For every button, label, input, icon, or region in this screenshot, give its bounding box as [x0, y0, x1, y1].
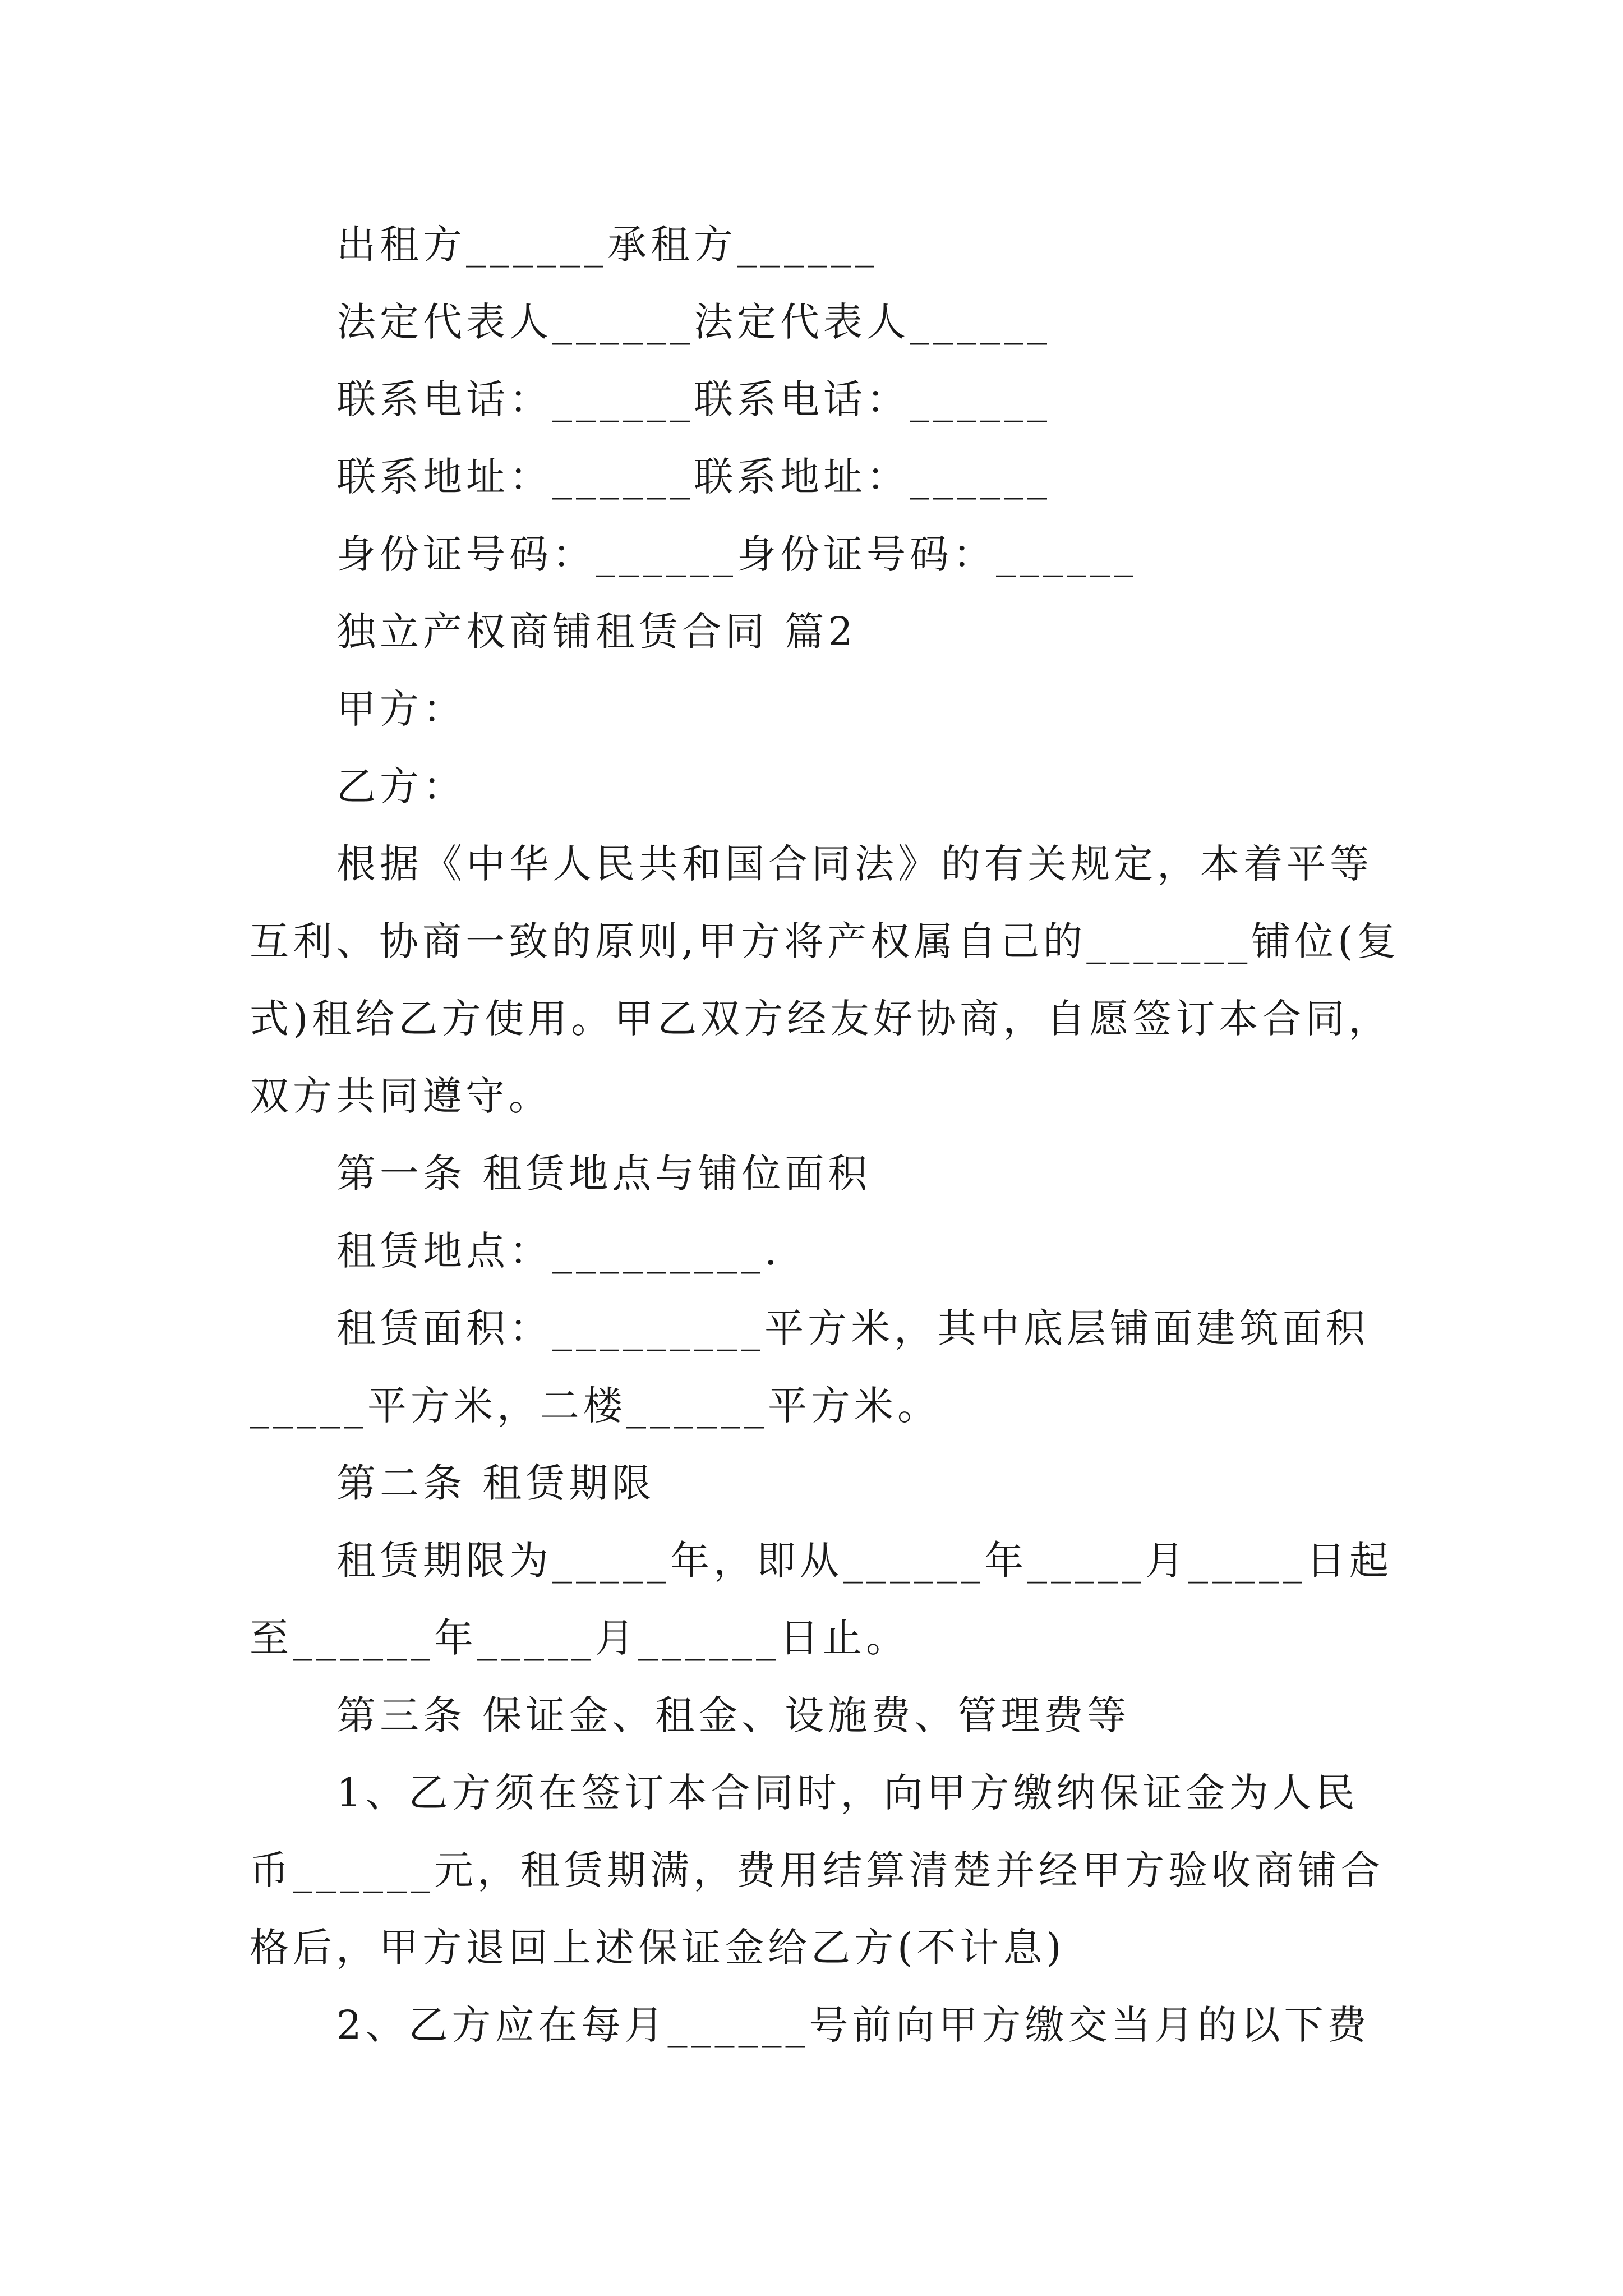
- text-line: 出租方______承租方______: [336, 222, 878, 268]
- paragraph-line: 式)租给乙方使用。甲乙双方经友好协商，自愿签订本合同，: [250, 996, 1392, 1042]
- text-line: 甲方：: [336, 686, 466, 732]
- text-line: 身份证号码：______身份证号码：______: [336, 531, 1137, 577]
- article-heading: 第一条 租赁地点与铺位面积: [336, 1151, 872, 1197]
- paragraph-line: 根据《中华人民共和国合同法》的有关规定，本着平等: [336, 841, 1373, 887]
- text-line: 乙方：: [336, 763, 466, 809]
- text-line: 联系地址：______联系地址：______: [336, 454, 1051, 500]
- paragraph-line: 租赁面积：_________平方米，其中底层铺面建筑面积: [336, 1305, 1369, 1351]
- section-heading: 独立产权商铺租赁合同 篇2: [336, 609, 857, 655]
- paragraph-line: 币______元，租赁期满，费用结算清楚并经甲方验收商铺合: [250, 1847, 1384, 1893]
- paragraph-line: 2、乙方应在每月______号前向甲方缴交当月的以下费: [336, 2002, 1371, 2048]
- text-line: 联系电话：______联系电话：______: [336, 376, 1051, 422]
- article-heading: 第二条 租赁期限: [336, 1460, 656, 1506]
- paragraph-line: _____平方米，二楼______平方米。: [250, 1383, 940, 1429]
- paragraph-line: 互利、协商一致的原则,甲方将产权属自己的_______铺位(复: [250, 918, 1400, 964]
- article-heading: 第三条 保证金、租金、设施费、管理费等: [336, 1692, 1131, 1738]
- paragraph-line: 双方共同遵守。: [250, 1073, 552, 1119]
- text-line: 法定代表人______法定代表人______: [336, 299, 1051, 345]
- paragraph-line: 1、乙方须在签订本合同时，向甲方缴纳保证金为人民: [336, 1770, 1359, 1816]
- paragraph-line: 格后，甲方退回上述保证金给乙方(不计息): [250, 1925, 1066, 1971]
- paragraph-line: 至______年_____月______日止。: [250, 1615, 909, 1661]
- paragraph-line: 租赁期限为_____年，即从______年_____月_____日起: [336, 1538, 1393, 1584]
- paragraph-line: 租赁地点：_________.: [336, 1228, 781, 1274]
